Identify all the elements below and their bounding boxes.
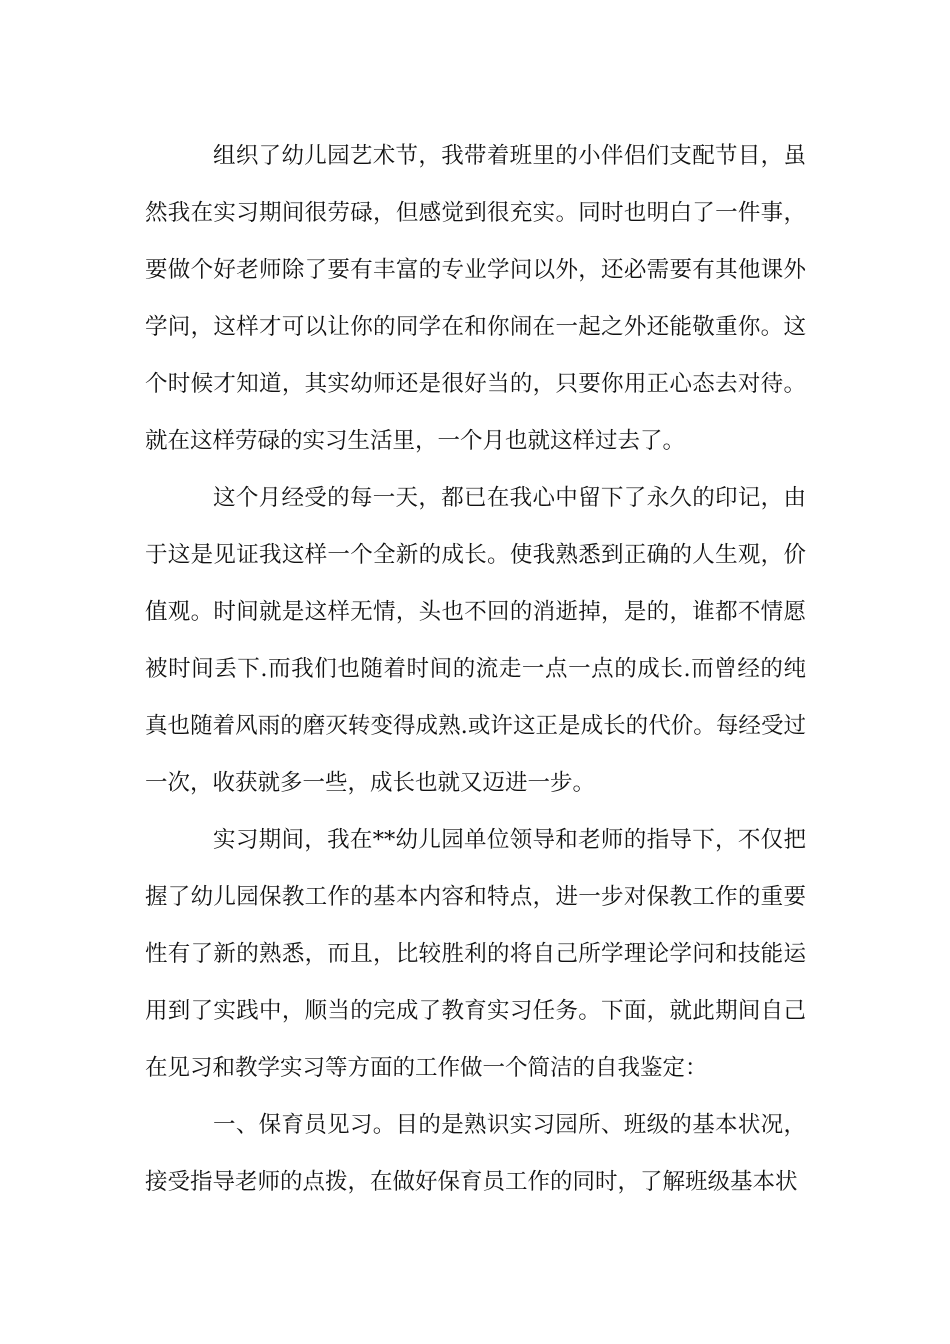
paragraph-4: 一、保育员见习。目的是熟识实习园所、班级的基本状况，接受指导老师的点拨，在做好保育员工作的同时，了解班级基本状 — [145, 1112, 806, 1195]
paragraph-2: 这个月经受的每一天，都已在我心中留下了永久的印记，由于这是见证我这样一个全新的成长。使我熟悉到正确的人生观，价值观。时间就是这样无情，头也不回的消逝掉，是的，谁都不情愿被时间丢下.而我们也随着时间的流走一点一点的成长.而曾经的纯真也随着风雨的磨灭转变得成熟.或许这正是成长的代价。每经受过一次，收获就多一些，成长也就又迈进一步。 — [145, 485, 806, 796]
document-body — [145, 128, 806, 1211]
paragraph-1: 组织了幼儿园艺术节，我带着班里的小伴侣们支配节目，虽然我在实习期间很劳碌，但感觉到很充实。同时也明白了一件事，要做个好老师除了要有丰富的专业学问以外，还必需要有其他课外学问，这样才可以让你的同学在和你闹在一起之外还能敬重你。这个时候才知道，其实幼师还是很好当的，只要你用正心态去对待。就在这样劳碌的实习生活里，一个月也就这样过去了。 — [145, 143, 806, 454]
paragraph-3: 实习期间，我在**幼儿园单位领导和老师的指导下，不仅把握了幼儿园保教工作的基本内容和特点，进一步对保教工作的重要性有了新的熟悉，而且，比较胜利的将自己所学理论学问和技能运用到了实践中，顺当的完成了教育实习任务。下面，就此期间自己在见习和教学实习等方面的工作做一个简洁的自我鉴定： — [145, 827, 806, 1081]
